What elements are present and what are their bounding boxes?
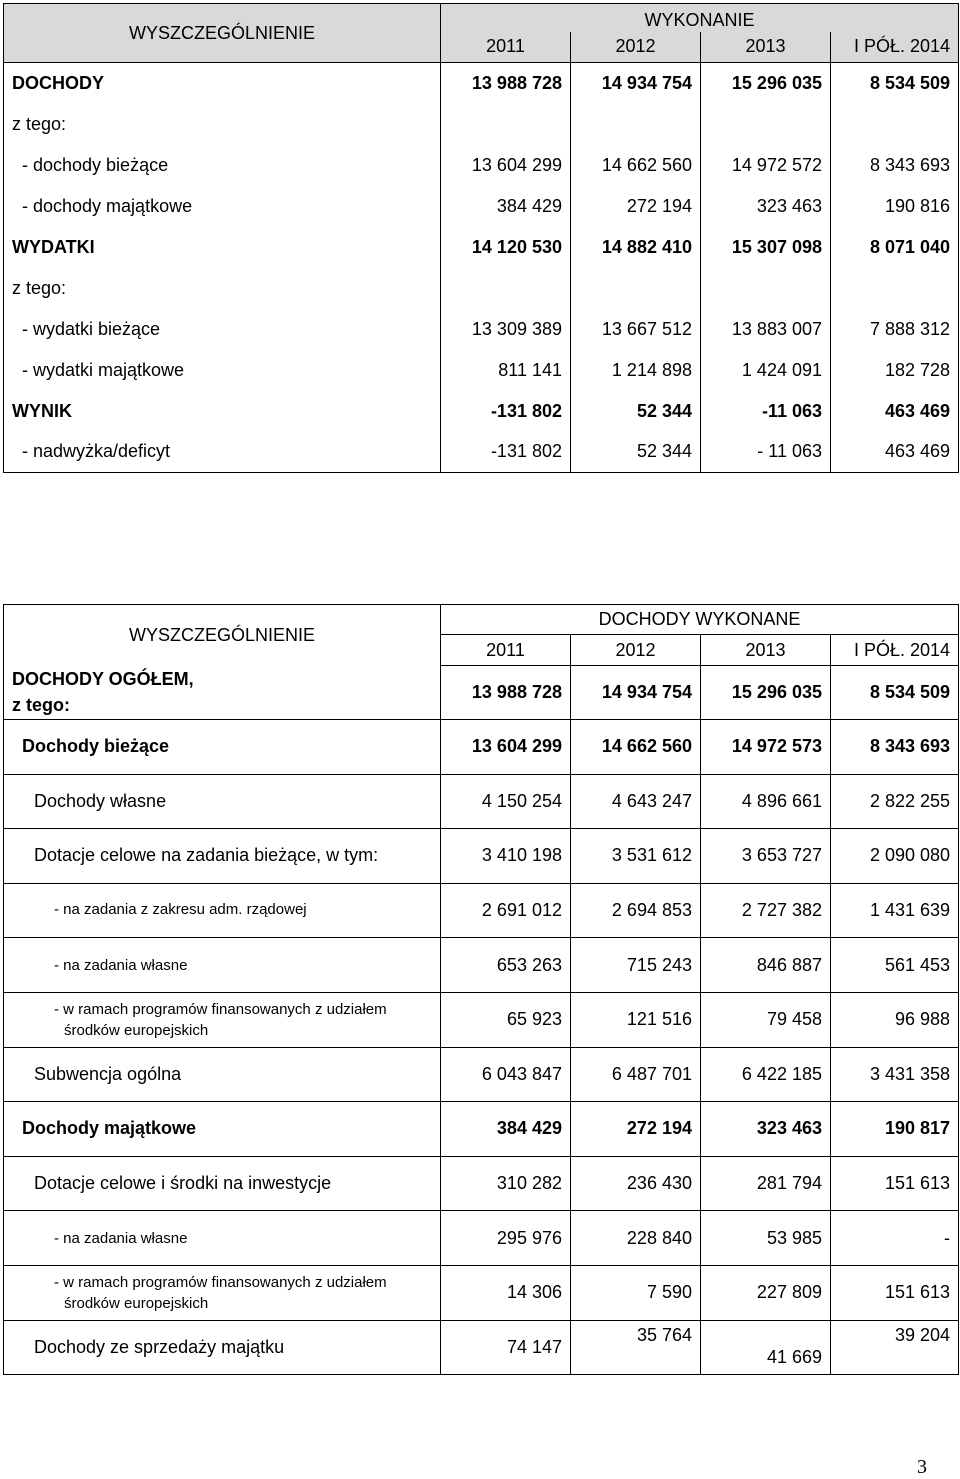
cell-value: 15 307 098 [701, 227, 831, 268]
cell-value: 1 424 091 [701, 350, 831, 391]
table-row [4, 1156, 959, 1211]
cell-value: 14 934 754 [571, 63, 701, 104]
cell-value: 8 534 509 [831, 666, 959, 720]
cell-value: 3 431 358 [831, 1047, 959, 1102]
year-header: 2011 [441, 635, 571, 666]
row-label: Dochody ze sprzedaży majątku [4, 1320, 441, 1375]
row-label: z tego: [4, 268, 441, 309]
cell-value: 272 194 [571, 186, 701, 227]
year-header: I PÓŁ. 2014 [831, 32, 959, 63]
cell-value: 14 972 573 [701, 720, 831, 775]
cell-value: 13 667 512 [571, 309, 701, 350]
cell-value: 6 422 185 [701, 1047, 831, 1102]
table-row [4, 1265, 959, 1320]
year-header: I PÓŁ. 2014 [831, 635, 959, 666]
cell-value: 8 343 693 [831, 145, 959, 186]
year-header: 2012 [571, 32, 701, 63]
table-row [4, 1320, 959, 1375]
cell-value: 53 985 [701, 1211, 831, 1266]
cell-value: 463 469 [831, 391, 959, 432]
cell-value: 14 662 560 [571, 720, 701, 775]
table-row [4, 227, 959, 268]
cell-value: 8 343 693 [831, 720, 959, 775]
row-label: Dochody majątkowe [4, 1102, 441, 1157]
table-row [4, 391, 959, 432]
year-header: 2011 [441, 32, 571, 63]
row-label: - wydatki majątkowe [4, 350, 441, 391]
cell-value: 384 429 [441, 1102, 571, 1157]
cell-value: 52 344 [571, 391, 701, 432]
header-group: DOCHODY WYKONANE [441, 605, 959, 635]
row-label-line: środków europejskich [64, 1294, 209, 1312]
cell-value: 8 534 509 [831, 63, 959, 104]
cell-value: 13 988 728 [441, 63, 571, 104]
cell-value: 2 822 255 [831, 774, 959, 829]
cell-value: 228 840 [571, 1211, 701, 1266]
row-label-line: - w ramach programów finansowanych z udziałem [54, 1273, 387, 1291]
total-label [4, 666, 441, 720]
row-label: Subwencja ogólna [4, 1047, 441, 1102]
table-row [4, 309, 959, 350]
cell-value: 13 604 299 [441, 145, 571, 186]
cell-value: - 11 063 [701, 432, 831, 473]
year-header: 2013 [701, 635, 831, 666]
row-label: - dochody majątkowe [4, 186, 441, 227]
row-label: WYNIK [4, 391, 441, 432]
cell-value: -11 063 [701, 391, 831, 432]
cell-value: 190 817 [831, 1102, 959, 1157]
cell-value: 121 516 [571, 992, 701, 1047]
cell-value: 2 691 012 [441, 883, 571, 938]
cell-value: 6 043 847 [441, 1047, 571, 1102]
table-row [4, 720, 959, 775]
table-row [4, 829, 959, 884]
cell-value: -131 802 [441, 432, 571, 473]
row-label: z tego: [4, 104, 441, 145]
cell-value: 1 431 639 [831, 883, 959, 938]
cell-value: 715 243 [571, 938, 701, 993]
cell-value: 65 923 [441, 992, 571, 1047]
cell-value: 14 120 530 [441, 227, 571, 268]
cell-value: 13 309 389 [441, 309, 571, 350]
table-row [4, 938, 959, 993]
row-label: Dotacje celowe i środki na inwestycje [4, 1156, 441, 1211]
table-row [4, 1102, 959, 1157]
cell-value: 13 988 728 [441, 666, 571, 720]
cell-value: 323 463 [701, 1102, 831, 1157]
cell-value: 39 204 [831, 1320, 959, 1375]
year-header: 2012 [571, 635, 701, 666]
cell-value: 3 410 198 [441, 829, 571, 884]
cell-value: 151 613 [831, 1265, 959, 1320]
row-label: Dochody własne [4, 774, 441, 829]
cell-value: 384 429 [441, 186, 571, 227]
table-income-detail [3, 604, 959, 1375]
table-summary [3, 3, 959, 473]
cell-value: 310 282 [441, 1156, 571, 1211]
cell-value: 846 887 [701, 938, 831, 993]
cell-value: 6 487 701 [571, 1047, 701, 1102]
cell-value: 2 727 382 [701, 883, 831, 938]
cell-value: 14 972 572 [701, 145, 831, 186]
total-label-line: z tego: [12, 695, 70, 716]
row-label: WYDATKI [4, 227, 441, 268]
cell-value: 41 669 [701, 1320, 831, 1375]
row-label: - dochody bieżące [4, 145, 441, 186]
cell-value: 79 458 [701, 992, 831, 1047]
cell-value: 811 141 [441, 350, 571, 391]
cell-value: 2 090 080 [831, 829, 959, 884]
table-header-row [4, 605, 959, 635]
row-label [4, 992, 441, 1047]
cell-value: 227 809 [701, 1265, 831, 1320]
table-row [4, 104, 959, 145]
table-row [4, 268, 959, 309]
cell-value: 96 988 [831, 992, 959, 1047]
row-label: - na zadania własne [4, 938, 441, 993]
row-label: DOCHODY [4, 63, 441, 104]
cell-value: 14 306 [441, 1265, 571, 1320]
table-header-row [4, 4, 959, 32]
cell-value: 151 613 [831, 1156, 959, 1211]
total-label-line: DOCHODY OGÓŁEM, [12, 669, 194, 690]
cell-value: 4 150 254 [441, 774, 571, 829]
cell-value: 182 728 [831, 350, 959, 391]
table-row [4, 186, 959, 227]
cell-value: 14 934 754 [571, 666, 701, 720]
cell-value: 14 882 410 [571, 227, 701, 268]
table-row [4, 1047, 959, 1102]
cell-value: 323 463 [701, 186, 831, 227]
row-label: - na zadania z zakresu adm. rządowej [4, 883, 441, 938]
cell-value: 561 453 [831, 938, 959, 993]
cell-value: 3 653 727 [701, 829, 831, 884]
table-row [4, 992, 959, 1047]
cell-value: 272 194 [571, 1102, 701, 1157]
row-label: - nadwyżka/deficyt [4, 432, 441, 473]
row-label-line: środków europejskich [64, 1021, 209, 1039]
row-label: - wydatki bieżące [4, 309, 441, 350]
cell-value: 190 816 [831, 186, 959, 227]
header-label: WYSZCZEGÓLNIENIE [4, 605, 441, 666]
table-row [4, 774, 959, 829]
cell-value: 8 071 040 [831, 227, 959, 268]
cell-value: 35 764 [571, 1320, 701, 1375]
cell-value: 653 263 [441, 938, 571, 993]
row-label [4, 1265, 441, 1320]
year-header: 2013 [701, 32, 831, 63]
cell-value: 463 469 [831, 432, 959, 473]
page-number: 3 [917, 1456, 927, 1478]
table-row [4, 1211, 959, 1266]
cell-value: 14 662 560 [571, 145, 701, 186]
cell-value: 7 888 312 [831, 309, 959, 350]
cell-value: 3 531 612 [571, 829, 701, 884]
cell-value: -131 802 [441, 391, 571, 432]
cell-value: 15 296 035 [701, 666, 831, 720]
cell-value: 295 976 [441, 1211, 571, 1266]
header-label: WYSZCZEGÓLNIENIE [4, 4, 441, 63]
cell-value: 4 896 661 [701, 774, 831, 829]
cell-value: 4 643 247 [571, 774, 701, 829]
row-label: Dochody bieżące [4, 720, 441, 775]
cell-value: 236 430 [571, 1156, 701, 1211]
table-row [4, 350, 959, 391]
cell-value: 52 344 [571, 432, 701, 473]
row-label-line: - w ramach programów finansowanych z udziałem [54, 1000, 387, 1018]
cell-value: 74 147 [441, 1320, 571, 1375]
table-row [4, 432, 959, 473]
table-row [4, 145, 959, 186]
table-total-row [4, 666, 959, 720]
cell-value: - [831, 1211, 959, 1266]
row-label: - na zadania własne [4, 1211, 441, 1266]
header-group: WYKONANIE [441, 4, 959, 32]
cell-value: 13 604 299 [441, 720, 571, 775]
cell-value: 281 794 [701, 1156, 831, 1211]
row-label: Dotacje celowe na zadania bieżące, w tym: [4, 829, 441, 884]
cell-value: 13 883 007 [701, 309, 831, 350]
cell-value: 1 214 898 [571, 350, 701, 391]
cell-value: 2 694 853 [571, 883, 701, 938]
table-row [4, 63, 959, 104]
cell-value: 15 296 035 [701, 63, 831, 104]
table-row [4, 883, 959, 938]
cell-value: 7 590 [571, 1265, 701, 1320]
